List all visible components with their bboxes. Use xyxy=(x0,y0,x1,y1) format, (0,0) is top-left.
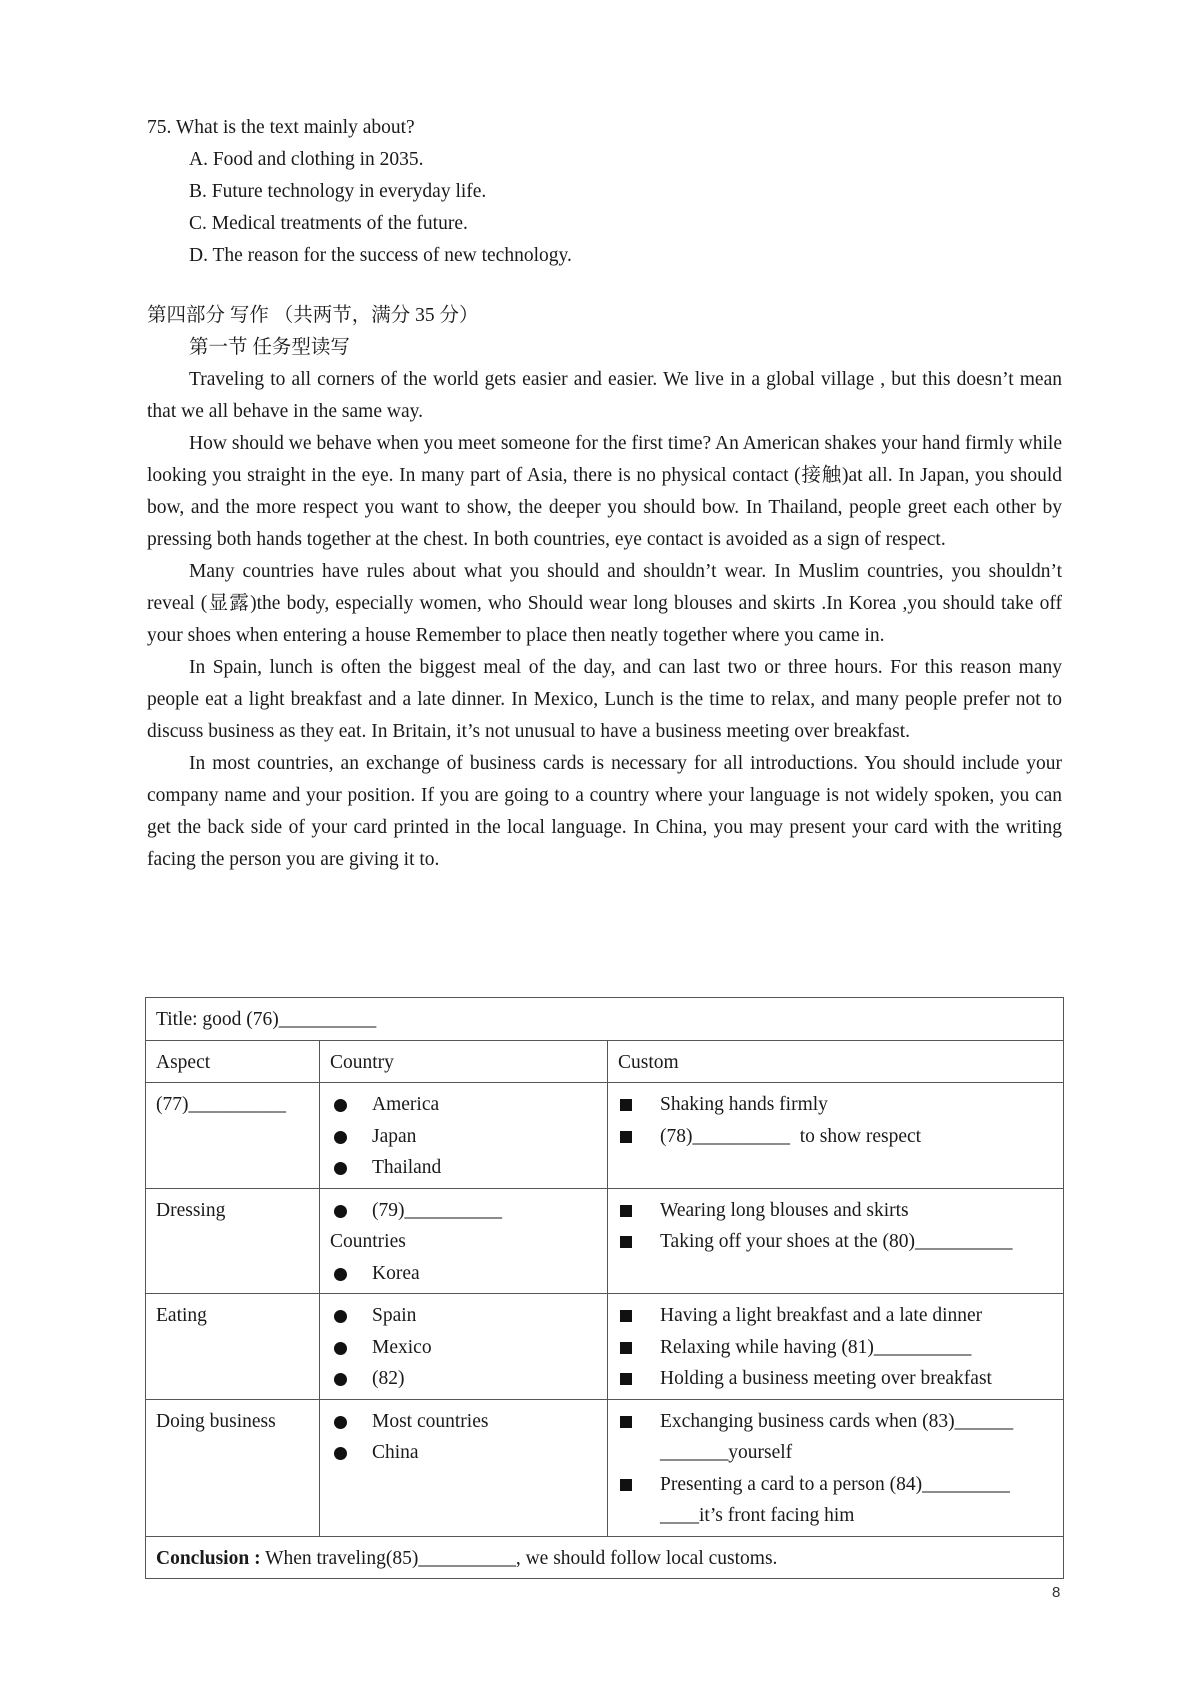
custom-cell xyxy=(608,1188,1064,1294)
table-header-row xyxy=(146,1040,1064,1083)
bullet-square-icon xyxy=(620,1131,632,1143)
passage-paragraph-2: How should we behave when you meet someone for the first time? An American shakes your hand firmly while looking you straight in the eye. In many part of Asia, there is no physical contact (接触)at all. In Japan, you should bow, and the more respect you want to show, the deeper you should bow. In Thailand, people greet each other by pressing both hands together at the chest. In both countries, eye contact is avoided as a sign of respect. xyxy=(147,433,1062,550)
bullet-square-icon xyxy=(620,1373,632,1385)
table-row-business xyxy=(146,1399,1064,1536)
option-b: B. Future technology in everyday life. xyxy=(189,181,487,202)
bullet-dot-icon xyxy=(334,1373,347,1386)
country-cell xyxy=(320,1083,608,1189)
custom-cell xyxy=(608,1294,1064,1400)
header-aspect: Aspect xyxy=(146,1040,320,1083)
header-country: Country xyxy=(320,1040,608,1083)
custom-item: (78)__________ to show respect xyxy=(618,1121,1053,1153)
country-item-continuation: Countries xyxy=(330,1231,406,1252)
bullet-square-icon xyxy=(620,1236,632,1248)
bullet-square-icon xyxy=(620,1205,632,1217)
country-item: Spain xyxy=(330,1300,597,1332)
question-75 xyxy=(147,112,1067,272)
country-cell xyxy=(320,1399,608,1536)
custom-item: Taking off your shoes at the (80)__________ xyxy=(618,1226,1053,1258)
country-item: (82) xyxy=(330,1363,597,1395)
aspect-cell: Doing business xyxy=(146,1399,320,1536)
bullet-dot-icon xyxy=(334,1099,347,1112)
custom-item-continuation: ____it’s front facing him xyxy=(660,1505,855,1526)
aspect-cell: (77)__________ xyxy=(146,1083,320,1189)
part-heading: 第四部分 写作 （共两节，满分 35 分） xyxy=(147,305,479,326)
conclusion-cell xyxy=(146,1536,1064,1579)
country-cell xyxy=(320,1294,608,1400)
custom-item: Relaxing while having (81)__________ xyxy=(618,1332,1053,1364)
bullet-square-icon xyxy=(620,1342,632,1354)
custom-item: Holding a business meeting over breakfast xyxy=(618,1363,1053,1395)
bullet-dot-icon xyxy=(334,1205,347,1218)
conclusion-label: Conclusion : xyxy=(156,1547,261,1569)
bullet-dot-icon xyxy=(334,1131,347,1144)
country-item: America xyxy=(330,1089,597,1121)
passage-paragraph-1: Traveling to all corners of the world gets easier and easier. We live in a global village , but this doesn’t mean that we all behave in the same way. xyxy=(147,369,1062,422)
bullet-dot-icon xyxy=(334,1162,347,1175)
bullet-square-icon xyxy=(620,1310,632,1322)
aspect-cell: Dressing xyxy=(146,1188,320,1294)
page-number: 8 xyxy=(1052,1584,1061,1601)
option-c: C. Medical treatments of the future. xyxy=(189,213,468,234)
bullet-dot-icon xyxy=(334,1342,347,1355)
custom-cell xyxy=(608,1399,1064,1536)
custom-item: Having a light breakfast and a late dinner xyxy=(618,1300,1053,1332)
table-row-dressing xyxy=(146,1188,1064,1294)
header-custom: Custom xyxy=(608,1040,1064,1083)
conclusion-text: When traveling(85)__________, we should follow local customs. xyxy=(260,1547,778,1569)
country-cell xyxy=(320,1188,608,1294)
custom-cell xyxy=(608,1083,1064,1189)
table-row-greeting xyxy=(146,1083,1064,1189)
bullet-square-icon xyxy=(620,1479,632,1491)
country-item: China xyxy=(330,1437,597,1469)
custom-item: Exchanging business cards when (83)______ xyxy=(618,1406,1053,1438)
custom-item: Shaking hands firmly xyxy=(618,1089,1053,1121)
bullet-dot-icon xyxy=(334,1447,347,1460)
table-row-eating xyxy=(146,1294,1064,1400)
passage-paragraph-5: In most countries, an exchange of business cards is necessary for all introductions. You should include your company name and your position. If you are going to a country where your language is not widely spoken, you can get the back side of your card printed in the local language. In China, you may present your card with the writing facing the person you are giving it to. xyxy=(147,753,1062,870)
part-four-section xyxy=(147,300,1062,876)
bullet-dot-icon xyxy=(334,1268,347,1281)
part-subheading: 第一节 任务型读写 xyxy=(189,337,350,358)
aspect-cell: Eating xyxy=(146,1294,320,1400)
option-d: D. The reason for the success of new technology. xyxy=(189,245,572,266)
custom-item-continuation: _______yourself xyxy=(660,1442,793,1463)
country-item: Korea xyxy=(330,1258,597,1290)
country-item: Mexico xyxy=(330,1332,597,1364)
bullet-dot-icon xyxy=(334,1310,347,1323)
bullet-square-icon xyxy=(620,1416,632,1428)
task-table xyxy=(145,997,1064,1579)
country-item: Most countries xyxy=(330,1406,597,1438)
table-title-row xyxy=(146,998,1064,1041)
bullet-dot-icon xyxy=(334,1416,347,1429)
question-stem: 75. What is the text mainly about? xyxy=(147,117,415,138)
custom-item: Presenting a card to a person (84)_________ xyxy=(618,1469,1053,1501)
option-a: A. Food and clothing in 2035. xyxy=(189,149,424,170)
custom-item: Wearing long blouses and skirts xyxy=(618,1195,1053,1227)
table-conclusion-row xyxy=(146,1536,1064,1579)
bullet-square-icon xyxy=(620,1099,632,1111)
country-item: Thailand xyxy=(330,1152,597,1184)
table-title: Title: good (76)__________ xyxy=(146,998,1064,1041)
passage-paragraph-3: Many countries have rules about what you should and shouldn’t wear. In Muslim countries, you shouldn’t reveal (显露)the body, especially women, who Should wear long blouses and skirts .In Korea ,you should take off your shoes when entering a house Remember to place then neatly together where you came in. xyxy=(147,561,1062,646)
passage-paragraph-4: In Spain, lunch is often the biggest meal of the day, and can last two or three hours. For this reason many people eat a light breakfast and a late dinner. In Mexico, Lunch is the time to relax, and many people prefer not to discuss business as they eat. In Britain, it’s not unusual to have a business meeting over breakfast. xyxy=(147,657,1062,742)
country-item: Japan xyxy=(330,1121,597,1153)
country-item: (79)__________ xyxy=(330,1195,597,1227)
